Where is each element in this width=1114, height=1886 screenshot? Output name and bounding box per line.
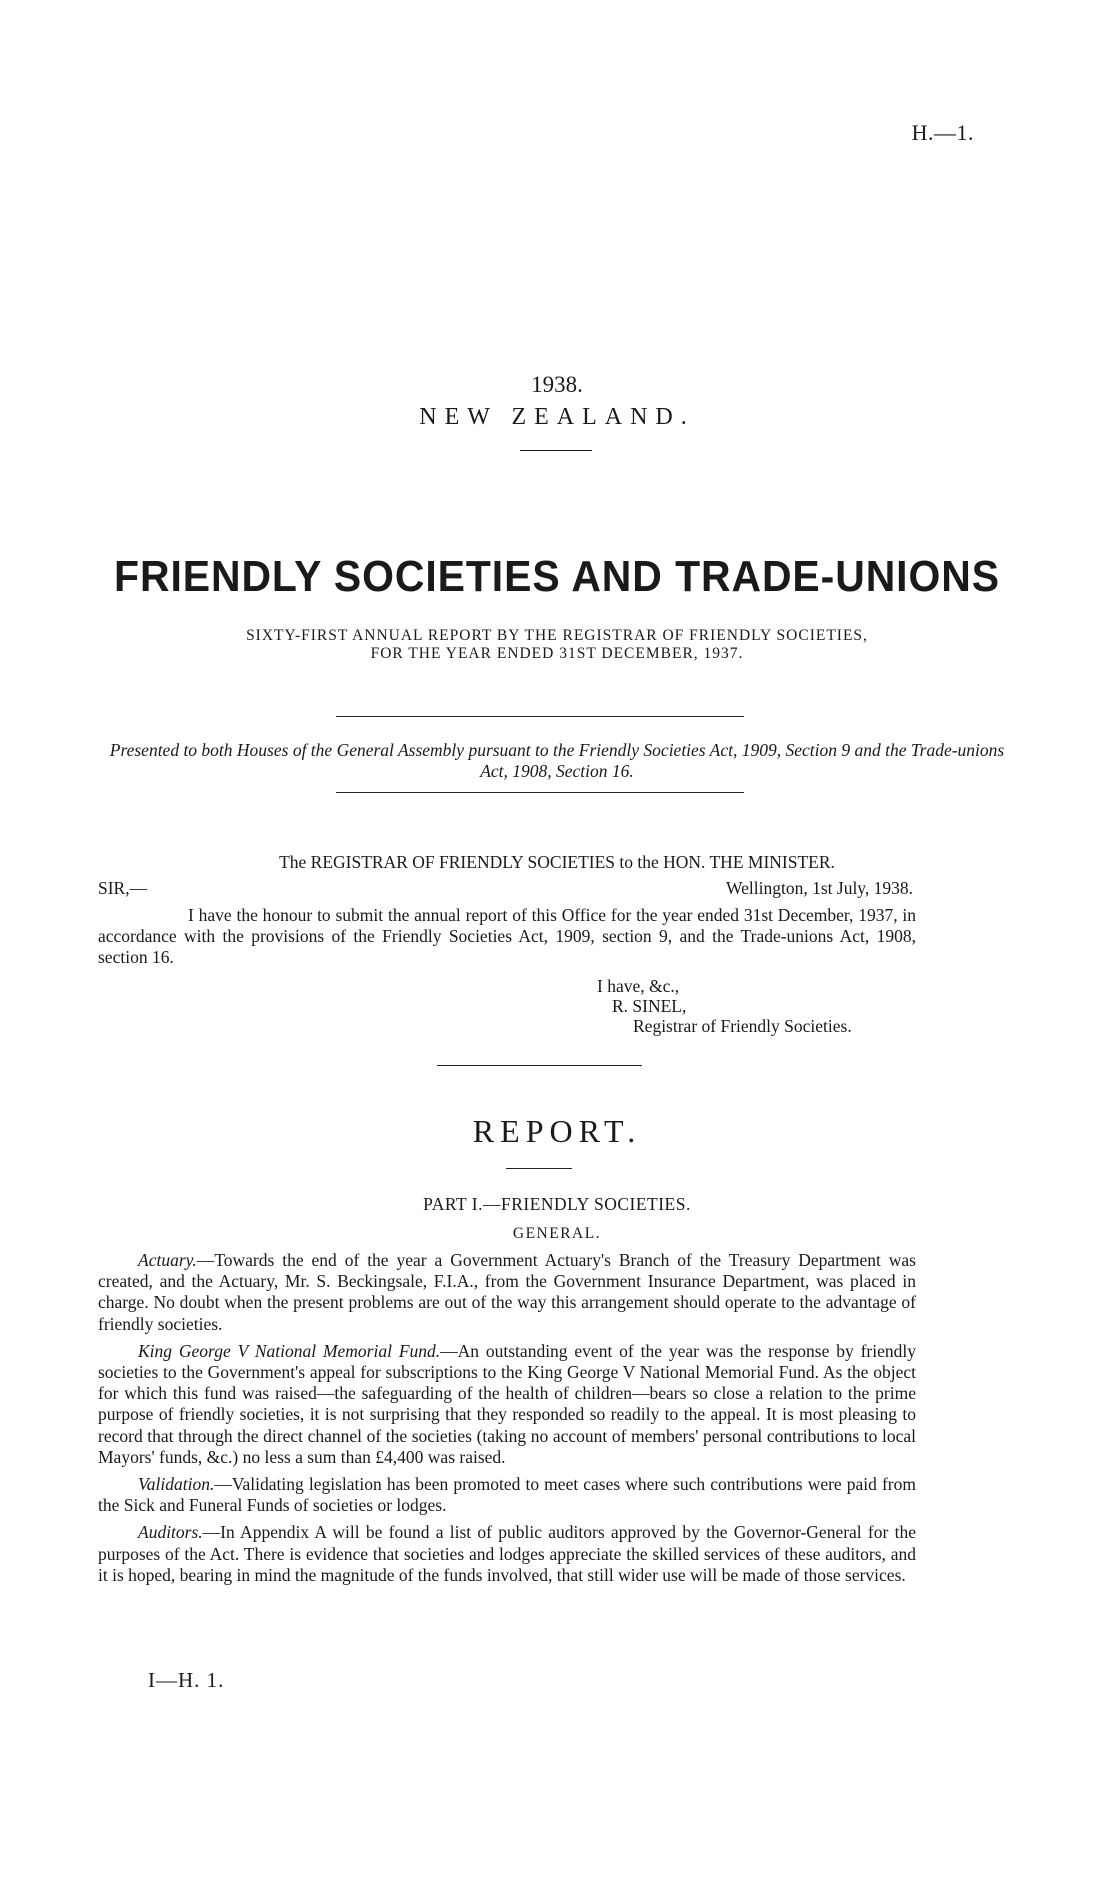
report-year: 1938. [531, 372, 583, 397]
report-body [98, 1250, 916, 1592]
country-heading: NEW ZEALAND. [419, 404, 695, 430]
paragraph-memorial-fund: King George V National Memorial Fund.—An outstanding event of the year was the response by friendly societies to the Government's appeal for subscriptions to the King George V National Memorial Fund. As the object for which this fund was raised—the safeguarding of the health of children—bears so close a relation to the prime purpose of friendly societies, it is not surprising that they responded so readily to the appeal. It is most pleasing to record that through the direct channel of the societies (taking no account of members' personal contributions to local Mayors' funds, &c.) no less a sum than £4,400 was raised. [98, 1340, 916, 1467]
page-identifier: H.—1. [911, 120, 974, 145]
divider [336, 716, 744, 717]
document-title: FRIENDLY SOCIETIES AND TRADE-UNIONS [114, 552, 1000, 601]
divider [520, 450, 592, 451]
section-heading: GENERAL. [512, 1225, 602, 1242]
signature-mark: I—H. 1. [148, 1668, 225, 1692]
paragraph-validation: Validation.—Validating legislation has been promoted to meet cases where such contributions were paid from the Sick and Funeral Funds of societies or lodges. [98, 1474, 916, 1516]
divider [437, 1065, 642, 1066]
divider [506, 1168, 572, 1169]
divider [336, 792, 744, 793]
document-subtitle-line2: FOR THE YEAR ENDED 31ST DECEMBER, 1937. [370, 645, 744, 662]
letter-heading: The REGISTRAR OF FRIENDLY SOCIETIES to the HON. THE MINISTER. [279, 852, 835, 872]
letter-signatory-title: Registrar of Friendly Societies. [633, 1016, 852, 1036]
part-heading: PART I.—FRIENDLY SOCIETIES. [423, 1194, 691, 1214]
presentation-note: Presented to both Houses of the General Assembly pursuant to the Friendly Societies Act, 1909, Section 9 and the Trade-unions Act, 1908, Section 16. [109, 740, 1005, 781]
paragraph-auditors: Auditors.—In Appendix A will be found a list of public auditors approved by the Governor-General for the purposes of the Act. There is evidence that societies and lodges appreciate the skilled services of these auditors, and it is hoped, bearing in mind the magnitude of the funds involved, that still wider use will be made of those services. [98, 1522, 916, 1585]
report-heading: REPORT. [472, 1113, 642, 1149]
document-subtitle-line1: SIXTY-FIRST ANNUAL REPORT BY THE REGISTRAR OF FRIENDLY SOCIETIES, [246, 627, 868, 644]
paragraph-actuary: Actuary.—Towards the end of the year a Government Actuary's Branch of the Treasury Department was created, and the Actuary, Mr. S. Beckingsale, F.I.A., from the Government Insurance Department, was placed in charge. No doubt when the present problems are out of the way this arrangement should operate to the advantage of friendly societies. [98, 1250, 916, 1334]
letter-place-date: Wellington, 1st July, 1938. [726, 878, 914, 898]
letter-salutation: SIR,— [98, 878, 148, 898]
letter-signatory: R. SINEL, [612, 996, 687, 1016]
letter-closing: I have, &c., [597, 976, 680, 996]
letter-body: I have the honour to submit the annual report of this Office for the year ended 31st December, 1937, in accordance with the provisions of the Friendly Societies Act, 1909, section 9, and the Trade-unions Act, 1908, section 16. [98, 905, 916, 967]
